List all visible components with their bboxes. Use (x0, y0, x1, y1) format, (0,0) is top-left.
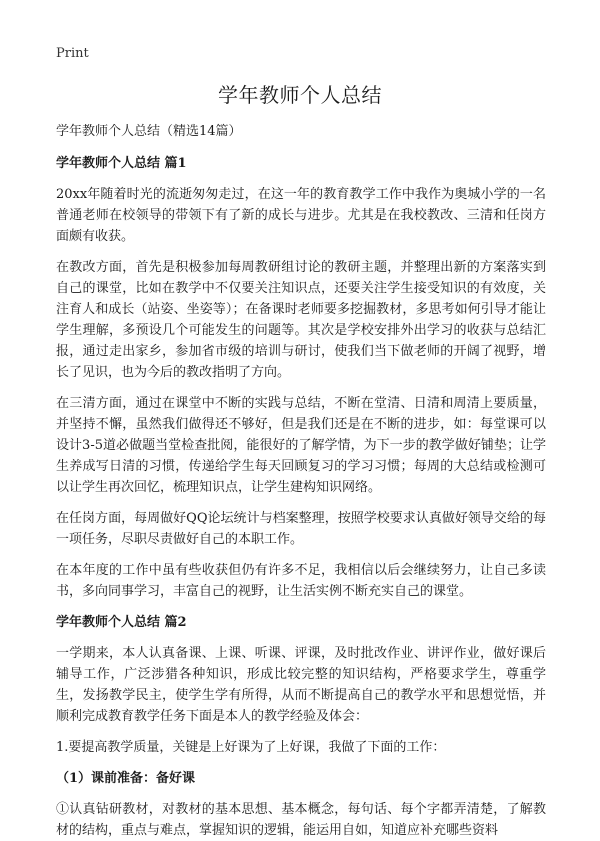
document-subtitle: 学年教师个人总结（精选14篇） (56, 124, 242, 139)
print-link[interactable]: Print (56, 46, 89, 61)
document-body (56, 121, 546, 841)
paragraph: 在三清方面，通过在课堂中不断的实践与总结，不断在堂清、日清和周清上要质量，并坚持不懈，虽然我们做得还不够好，但是我们还是在不断的进步，如：每堂课可以设计3-5道必做题当堂检查批阅，能很好的了解学情，为下一步的教学做好铺垫；让学生养成写日清的习惯，传递给学生每天回顾复习的学习习惯；每周的大总结或检测可以让学生再次回忆，梳理知识点，让学生建构知识网络。 (56, 396, 546, 495)
paragraph: ①认真钻研教材，对教材的基本思想、基本概念，每句话、每个字都弄清楚，了解教材的结构，重点与难点，掌握知识的逻辑，能运用自如，知道应补充哪些资料 (56, 802, 546, 838)
paragraph: 在任岗方面，每周做好QQ论坛统计与档案整理，按照学校要求认真做好领导交给的每一项任务，尽职尽责做好自己的本职工作。 (56, 511, 546, 547)
section-heading-1: 学年教师个人总结 篇1 (56, 156, 187, 171)
paragraph: 1.要提高教学质量，关键是上好课为了上好课，我做了下面的工作： (56, 740, 446, 755)
page-title: 学年教师个人总结 (218, 83, 382, 107)
paragraph: 在教改方面，首先是积极参加每周教研组讨论的教研主题，并整理出新的方案落实到自己的课堂，比如在教学中不仅要关注知识点，还要关注学生接受知识的有效度，关注育人和成长（站姿、坐姿等）；在备课时老师要多挖掘教材，多思考如何引导才能让学生理解，多预设几个可能发生的问题等。其次是学校安排外出学习的收获与总结汇报，通过走出家乡，参加省市级的培训与研讨，使我们当下做老师的开阔了视野，增长了见识，也为今后的教改指明了方向。 (56, 260, 546, 380)
section-heading-2: 学年教师个人总结 篇2 (56, 615, 187, 630)
paragraph: 在本年度的工作中虽有些收获但仍有许多不足，我相信以后会继续努力，让自己多读书，多向同事学习，丰富自己的视野，让生活实例不断充实自己的课堂。 (56, 563, 546, 599)
paragraph: 20xx年随着时光的流逝匆匆走过，在这一年的教育教学工作中我作为奥城小学的一名普通老师在校领导的带领下有了新的成长与进步。尤其是在我校教改、三清和任岗方面颇有收获。 (56, 187, 546, 244)
paragraph: 一学期来，本人认真备课、上课、听课、评课，及时批改作业、讲评作业，做好课后辅导工作，广泛涉猎各种知识，形成比较完整的知识结构，严格要求学生，尊重学生，发扬教学民主，使学生学有所得，从而不断提高自己的教学水平和思想觉悟，并顺利完成教育教学任务下面是本人的教学经验及体会： (56, 646, 546, 724)
subsection-heading: （1）课前准备：备好课 (56, 771, 196, 786)
